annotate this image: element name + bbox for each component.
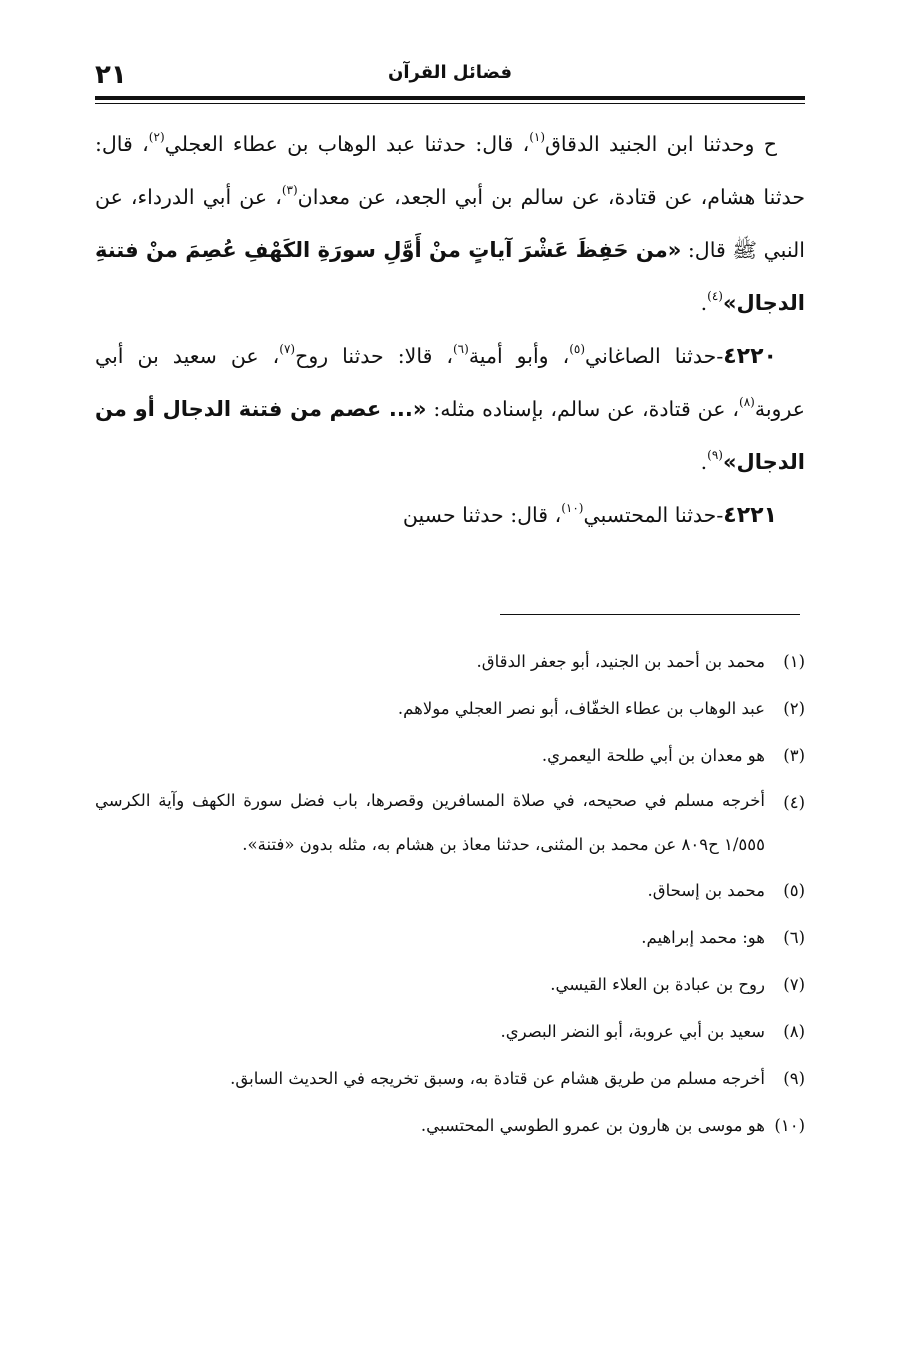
footnote-5 (95, 867, 805, 914)
page-header (95, 58, 805, 96)
footnote-ref: (٨) (739, 395, 755, 409)
text-run: ، وأبو أمية (468, 344, 570, 368)
footnote-text: محمد بن أحمد بن الجنيد، أبو جعفر الدقاق. (476, 652, 765, 671)
footnote-text: روح بن عبادة بن العلاء القيسي. (550, 975, 765, 994)
footnote-ref: (٢) (148, 130, 165, 144)
paragraph-1 (95, 118, 805, 330)
footnote-number: (١) (783, 652, 805, 671)
footnote-3 (95, 732, 805, 779)
footnote-number: (٥) (783, 881, 805, 900)
text-run: ، قال: حدثنا هشام، عن قتادة، عن سالم بن أبي الجعد، عن معدان (95, 132, 805, 209)
paragraph-4220 (95, 330, 805, 489)
text-run: ، قالا: حدثنا روح (295, 344, 453, 368)
footnote-ref: (٧) (279, 342, 296, 356)
text-run: -حدثنا الصاغاني (585, 344, 724, 368)
footnote-number: (٧) (783, 975, 805, 994)
header-rule-thin (95, 103, 805, 104)
text-run: ، عن أبي الدرداء، عن النبي ﷺ قال: (95, 185, 805, 262)
hadith-number: ٤٢٢١ (723, 503, 777, 528)
footnote-text: أخرجه مسلم في صحيحه، في صلاة المسافرين وقصرها، باب فضل سورة الكهف وآية الكرسي ١/٥٥٥ ح٨٠٩ عن محمد بن المثنى، حدثنا معاذ بن هشام به، مثله بدون «فتنة». (95, 791, 765, 854)
page-number: ٢١ (95, 60, 127, 90)
footnote-4 (95, 779, 805, 867)
footnote-ref: (٥) (569, 342, 586, 356)
hadith-quote: «... عصم من فتنة الدجال أو من الدجال» (95, 397, 805, 474)
hadith-number: ٤٢٢٠ (723, 344, 777, 369)
footnote-text: أخرجه مسلم من طريق هشام عن قتادة به، وسبق تخريجه في الحديث السابق. (230, 1069, 765, 1088)
footnote-text: هو موسى بن هارون بن عمرو الطوسي المحتسبي. (420, 1116, 765, 1135)
footnote-number: (١٠) (774, 1116, 805, 1135)
footnote-ref: (٤) (707, 289, 723, 303)
footnote-text: محمد بن إسحاق. (647, 881, 765, 900)
footnote-text: هو معدان بن أبي طلحة اليعمري. (541, 746, 765, 765)
footnote-separator (500, 614, 800, 615)
footnote-8 (95, 1008, 805, 1055)
footnote-number: (٢) (783, 699, 805, 718)
text-run: . (700, 291, 708, 315)
footnote-number: (٤) (783, 793, 805, 812)
footnote-number: (٨) (783, 1022, 805, 1041)
footnote-10 (95, 1102, 805, 1149)
footnote-ref: (٣) (281, 183, 298, 197)
header-rule-thick (95, 96, 805, 100)
main-text (95, 118, 805, 542)
footnote-1 (95, 638, 805, 685)
footnotes (95, 638, 805, 1149)
footnote-7 (95, 961, 805, 1008)
text-run: ح وحدثنا ابن الجنيد الدقاق (545, 132, 777, 156)
footnote-9 (95, 1055, 805, 1102)
footnote-text: عبد الوهاب بن عطاء الخفّاف، أبو نصر العجلي مولاهم. (397, 699, 765, 718)
footnote-ref: (١٠) (561, 501, 584, 515)
footnote-ref: (٩) (707, 448, 723, 462)
hadith-quote: «من حَفِظَ عَشْرَ آياتٍ منْ أَوَّلِ سورَةِ الكَهْفِ عُصِمَ منْ فتنةِ الدجال» (95, 238, 805, 315)
footnote-ref: (١) (529, 130, 546, 144)
footnote-6 (95, 914, 805, 961)
text-run: . (700, 450, 708, 474)
footnote-text: سعيد بن أبي عروبة، أبو النضر البصري. (500, 1022, 765, 1041)
footnote-number: (٩) (783, 1069, 805, 1088)
footnote-number: (٣) (783, 746, 805, 765)
footnote-2 (95, 685, 805, 732)
text-run: ، عن سعيد بن أبي عروبة (95, 344, 805, 421)
text-run: ، قال: حدثنا عبد الوهاب بن عطاء العجلي (164, 132, 530, 156)
text-run: ، قال: حدثنا حسين (402, 503, 562, 527)
text-run: -حدثنا المحتسبي (583, 503, 724, 527)
text-run: ، عن قتادة، عن سالم، بإسناده مثله: (426, 397, 740, 421)
footnote-number: (٦) (783, 928, 805, 947)
footnote-ref: (٦) (452, 342, 469, 356)
book-title: فضائل القرآن (388, 62, 512, 83)
footnote-text: هو: محمد إبراهيم. (641, 928, 765, 947)
paragraph-4221 (95, 489, 805, 542)
